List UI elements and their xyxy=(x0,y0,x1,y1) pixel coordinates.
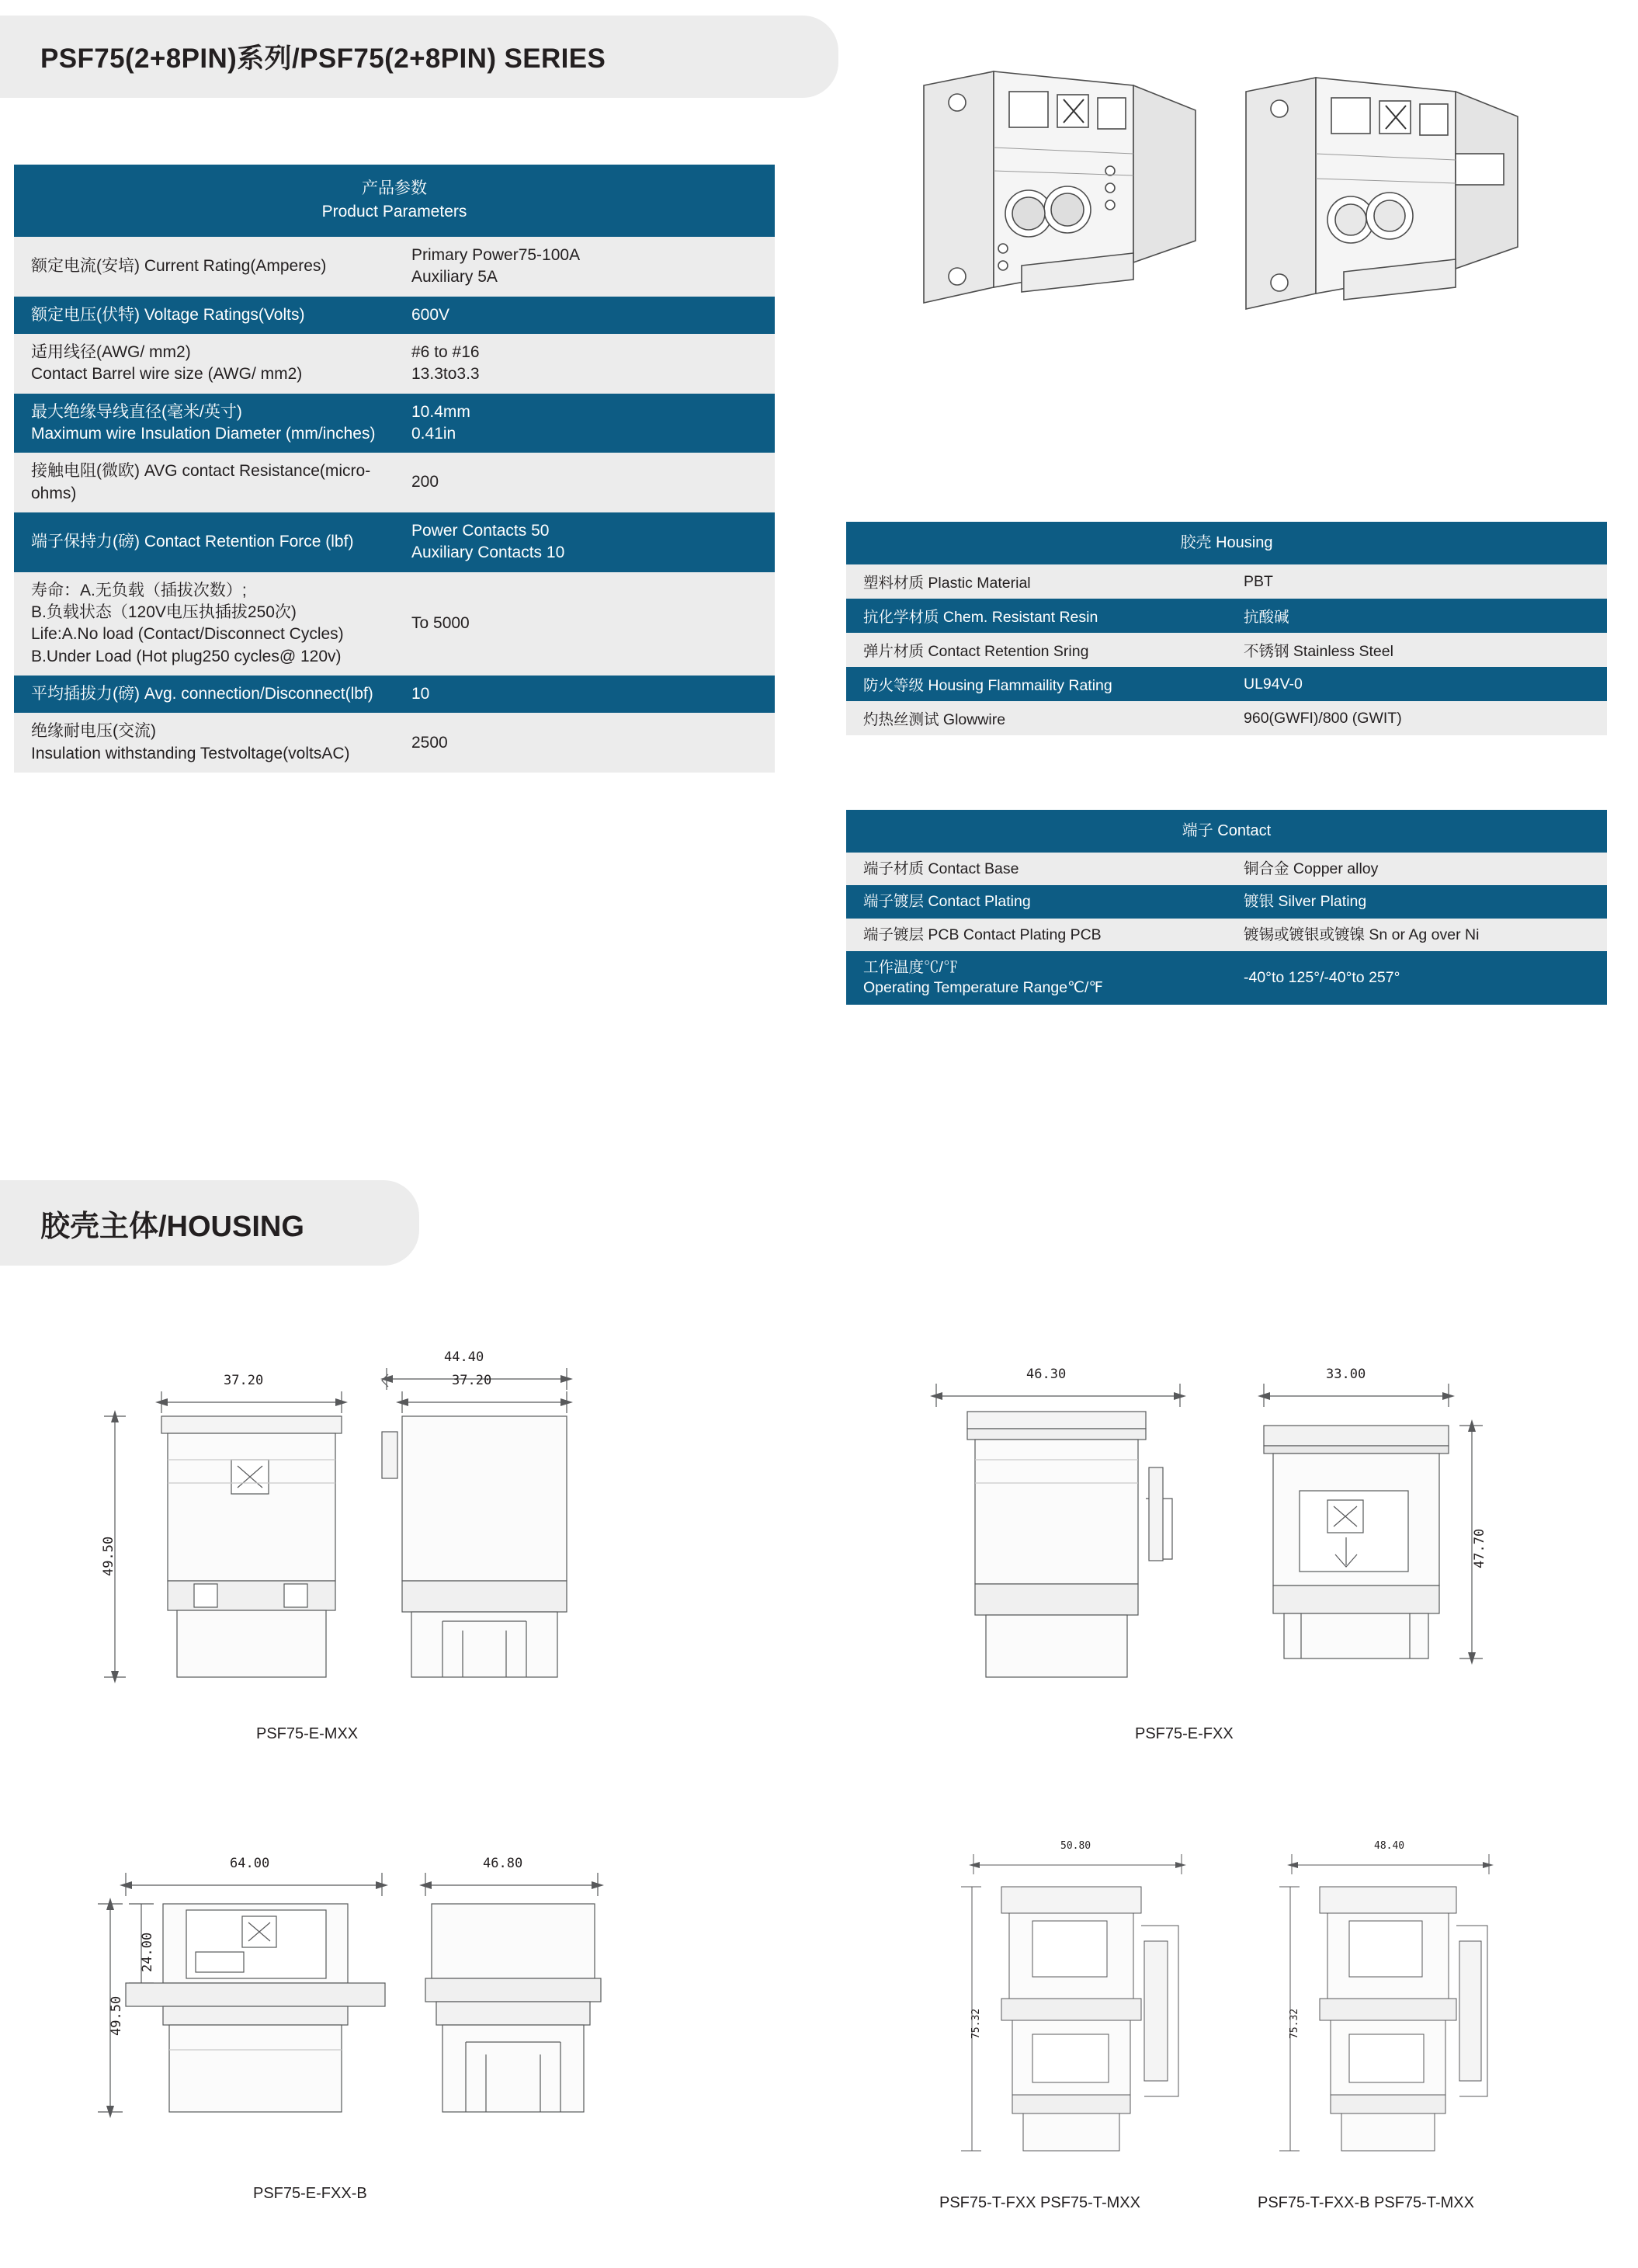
caption-psf75-e-fxx-b: PSF75-E-FXX-B xyxy=(253,2185,367,2202)
housing-value: 不锈钢 Stainless Steel xyxy=(1227,633,1607,667)
dim-fxx-top-left: 46.30 xyxy=(1026,1367,1067,1382)
contact-spec-body xyxy=(846,810,1607,1005)
table-row xyxy=(846,951,1607,1005)
drawing-psf75-e-fxx-b xyxy=(78,1856,776,2166)
drawing-psf75-t-fxx-b xyxy=(1273,1840,1568,2174)
table-row xyxy=(14,676,775,713)
contact-spec-table xyxy=(846,810,1607,1005)
housing-value: 960(GWFI)/800 (GWIT) xyxy=(1227,701,1607,735)
parameter-label: 平均插拔力(磅) Avg. connection/Disconnect(lbf) xyxy=(14,676,394,713)
parameter-value: 200 xyxy=(394,453,775,512)
table-row xyxy=(846,853,1607,885)
dim-mxx-top-left: 37.20 xyxy=(224,1373,264,1388)
table-row xyxy=(14,297,775,334)
drawing-psf75-e-fxx xyxy=(916,1351,1553,1708)
dim-mxx-top-right-outer: 44.40 xyxy=(444,1349,484,1365)
figure-psf75-t-fxx xyxy=(939,1840,1250,2221)
table-row xyxy=(846,633,1607,667)
parameter-value: #6 to #16 13.3to3.3 xyxy=(394,334,775,394)
dim-tfxxb-left-vertical: 75.32 xyxy=(1289,2008,1300,2039)
contact-label: 工作温度℃/℉ Operating Temperature Range℃/℉ xyxy=(846,951,1227,1005)
parameter-value: Primary Power75-100A Auxiliary 5A xyxy=(394,237,775,297)
product-photo-group xyxy=(877,54,1576,388)
housing-label: 塑料材质 Plastic Material xyxy=(846,564,1227,599)
parameter-label: 绝缘耐电压(交流) Insulation withstanding Testvoltage(voltsAC) xyxy=(14,713,394,773)
contact-label: 端子镀层 Contact Plating xyxy=(846,885,1227,918)
table-row xyxy=(846,667,1607,701)
table-row xyxy=(846,599,1607,633)
product-parameters-header-cell xyxy=(14,165,775,237)
housing-label: 抗化学材质 Chem. Resistant Resin xyxy=(846,599,1227,633)
contact-label: 端子镀层 PCB Contact Plating PCB xyxy=(846,919,1227,951)
caption-psf75-e-mxx: PSF75-E-MXX xyxy=(256,1725,359,1742)
product-parameters-table xyxy=(14,165,775,773)
contact-header-row xyxy=(846,810,1607,853)
dim-mxx-top-right-inner: 37.20 xyxy=(452,1373,492,1388)
drawing-psf75-e-mxx xyxy=(78,1351,776,1708)
housing-header-cell: 胶壳 Housing xyxy=(846,522,1607,564)
dim-fxxb-top-left: 64.00 xyxy=(230,1856,270,1871)
table-row xyxy=(14,394,775,453)
parameter-label: 额定电流(安培) Current Rating(Amperes) xyxy=(14,237,394,297)
caption-psf75-t-fxx-b: PSF75-T-FXX-B PSF75-T-MXX xyxy=(1258,2194,1474,2211)
parameter-value: 10 xyxy=(394,676,775,713)
caption-psf75-t-fxx: PSF75-T-FXX PSF75-T-MXX xyxy=(939,2194,1140,2211)
table-row xyxy=(14,237,775,297)
dim-tfxx-top: 50.80 xyxy=(1060,1840,1091,1852)
page-title: PSF75(2+8PIN)系列/PSF75(2+8PIN) SERIES xyxy=(40,43,606,74)
housing-spec-body xyxy=(846,522,1607,735)
parameter-label: 额定电压(伏特) Voltage Ratings(Volts) xyxy=(14,297,394,334)
parameter-label: 最大绝缘导线直径(毫米/英寸) Maximum wire Insulation Diameter (mm/inches) xyxy=(14,394,394,453)
parameter-label: 端子保持力(磅) Contact Retention Force (lbf) xyxy=(14,512,394,572)
header-en: Product Parameters xyxy=(321,203,467,221)
parameter-value: Power Contacts 50 Auxiliary Contacts 10 xyxy=(394,512,775,572)
parameter-value: 600V xyxy=(394,297,775,334)
housing-label: 灼热丝测试 Glowwire xyxy=(846,701,1227,735)
table-row xyxy=(14,713,775,773)
dim-fxxb-outer-vertical: 49.50 xyxy=(109,1995,124,2036)
table-row xyxy=(14,512,775,572)
contact-header-cell: 端子 Contact xyxy=(846,810,1607,853)
housing-section-banner xyxy=(0,1180,419,1266)
housing-value: 抗酸碱 xyxy=(1227,599,1607,633)
parameter-label: 寿命：A.无负载（插拔次数）; B.负载状态（120V电压执插拔250次) Life:A.No load (Contact/Disconnect Cycles) B.Under Load (Hot plug250 cycles@ 120v) xyxy=(14,572,394,676)
housing-value: PBT xyxy=(1227,564,1607,599)
parameter-value: To 5000 xyxy=(394,572,775,676)
dim-fxx-right-vertical: 47.70 xyxy=(1472,1528,1487,1568)
housing-label: 弹片材质 Contact Retention Sring xyxy=(846,633,1227,667)
page-title-banner xyxy=(0,16,838,98)
dim-tfxxb-top: 48.40 xyxy=(1374,1840,1405,1852)
housing-header-row xyxy=(846,522,1607,564)
contact-value: 镀银 Silver Plating xyxy=(1227,885,1607,918)
contact-value: -40°to 125°/-40°to 257° xyxy=(1227,951,1607,1005)
dim-fxxb-top-right: 46.80 xyxy=(483,1856,523,1871)
table-row xyxy=(14,572,775,676)
connector-female-illustration xyxy=(1199,61,1541,340)
figure-psf75-e-fxx-b xyxy=(78,1856,776,2221)
dim-mxx-left-vertical: 49.50 xyxy=(101,1536,116,1576)
contact-label: 端子材质 Contact Base xyxy=(846,853,1227,885)
parameter-value: 10.4mm 0.41in xyxy=(394,394,775,453)
table-row xyxy=(846,701,1607,735)
drawing-psf75-t-fxx xyxy=(955,1840,1250,2174)
housing-label: 防火等级 Housing Flammaility Rating xyxy=(846,667,1227,701)
parameter-value: 2500 xyxy=(394,713,775,773)
dim-tfxx-left-vertical: 75.32 xyxy=(970,2008,982,2039)
figure-psf75-e-mxx xyxy=(78,1351,776,1770)
contact-value: 镀锡或镀银或镀镍 Sn or Ag over Ni xyxy=(1227,919,1607,951)
figure-psf75-e-fxx xyxy=(916,1351,1553,1770)
housing-section-title: 胶壳主体/HOUSING xyxy=(40,1210,304,1243)
connector-male-illustration xyxy=(877,54,1219,334)
table-row xyxy=(14,334,775,394)
housing-value: UL94V-0 xyxy=(1227,667,1607,701)
table-row xyxy=(846,564,1607,599)
parameter-label: 接触电阻(微欧) AVG contact Resistance(micro-ohms) xyxy=(14,453,394,512)
figure-psf75-t-fxx-b xyxy=(1258,1840,1568,2221)
product-parameters-body xyxy=(14,165,775,773)
housing-spec-table xyxy=(846,522,1607,735)
table-row xyxy=(846,885,1607,918)
dim-fxx-top-right: 33.00 xyxy=(1326,1367,1366,1382)
header-cn: 产品参数 xyxy=(362,179,427,197)
parameter-label: 适用线径(AWG/ mm2) Contact Barrel wire size (AWG/ mm2) xyxy=(14,334,394,394)
caption-psf75-e-fxx: PSF75-E-FXX xyxy=(1135,1725,1234,1742)
product-parameters-header-row xyxy=(14,165,775,237)
contact-value: 铜合金 Copper alloy xyxy=(1227,853,1607,885)
dim-fxxb-inner-vertical: 24.00 xyxy=(140,1932,155,1972)
table-row xyxy=(846,919,1607,951)
table-row xyxy=(14,453,775,512)
